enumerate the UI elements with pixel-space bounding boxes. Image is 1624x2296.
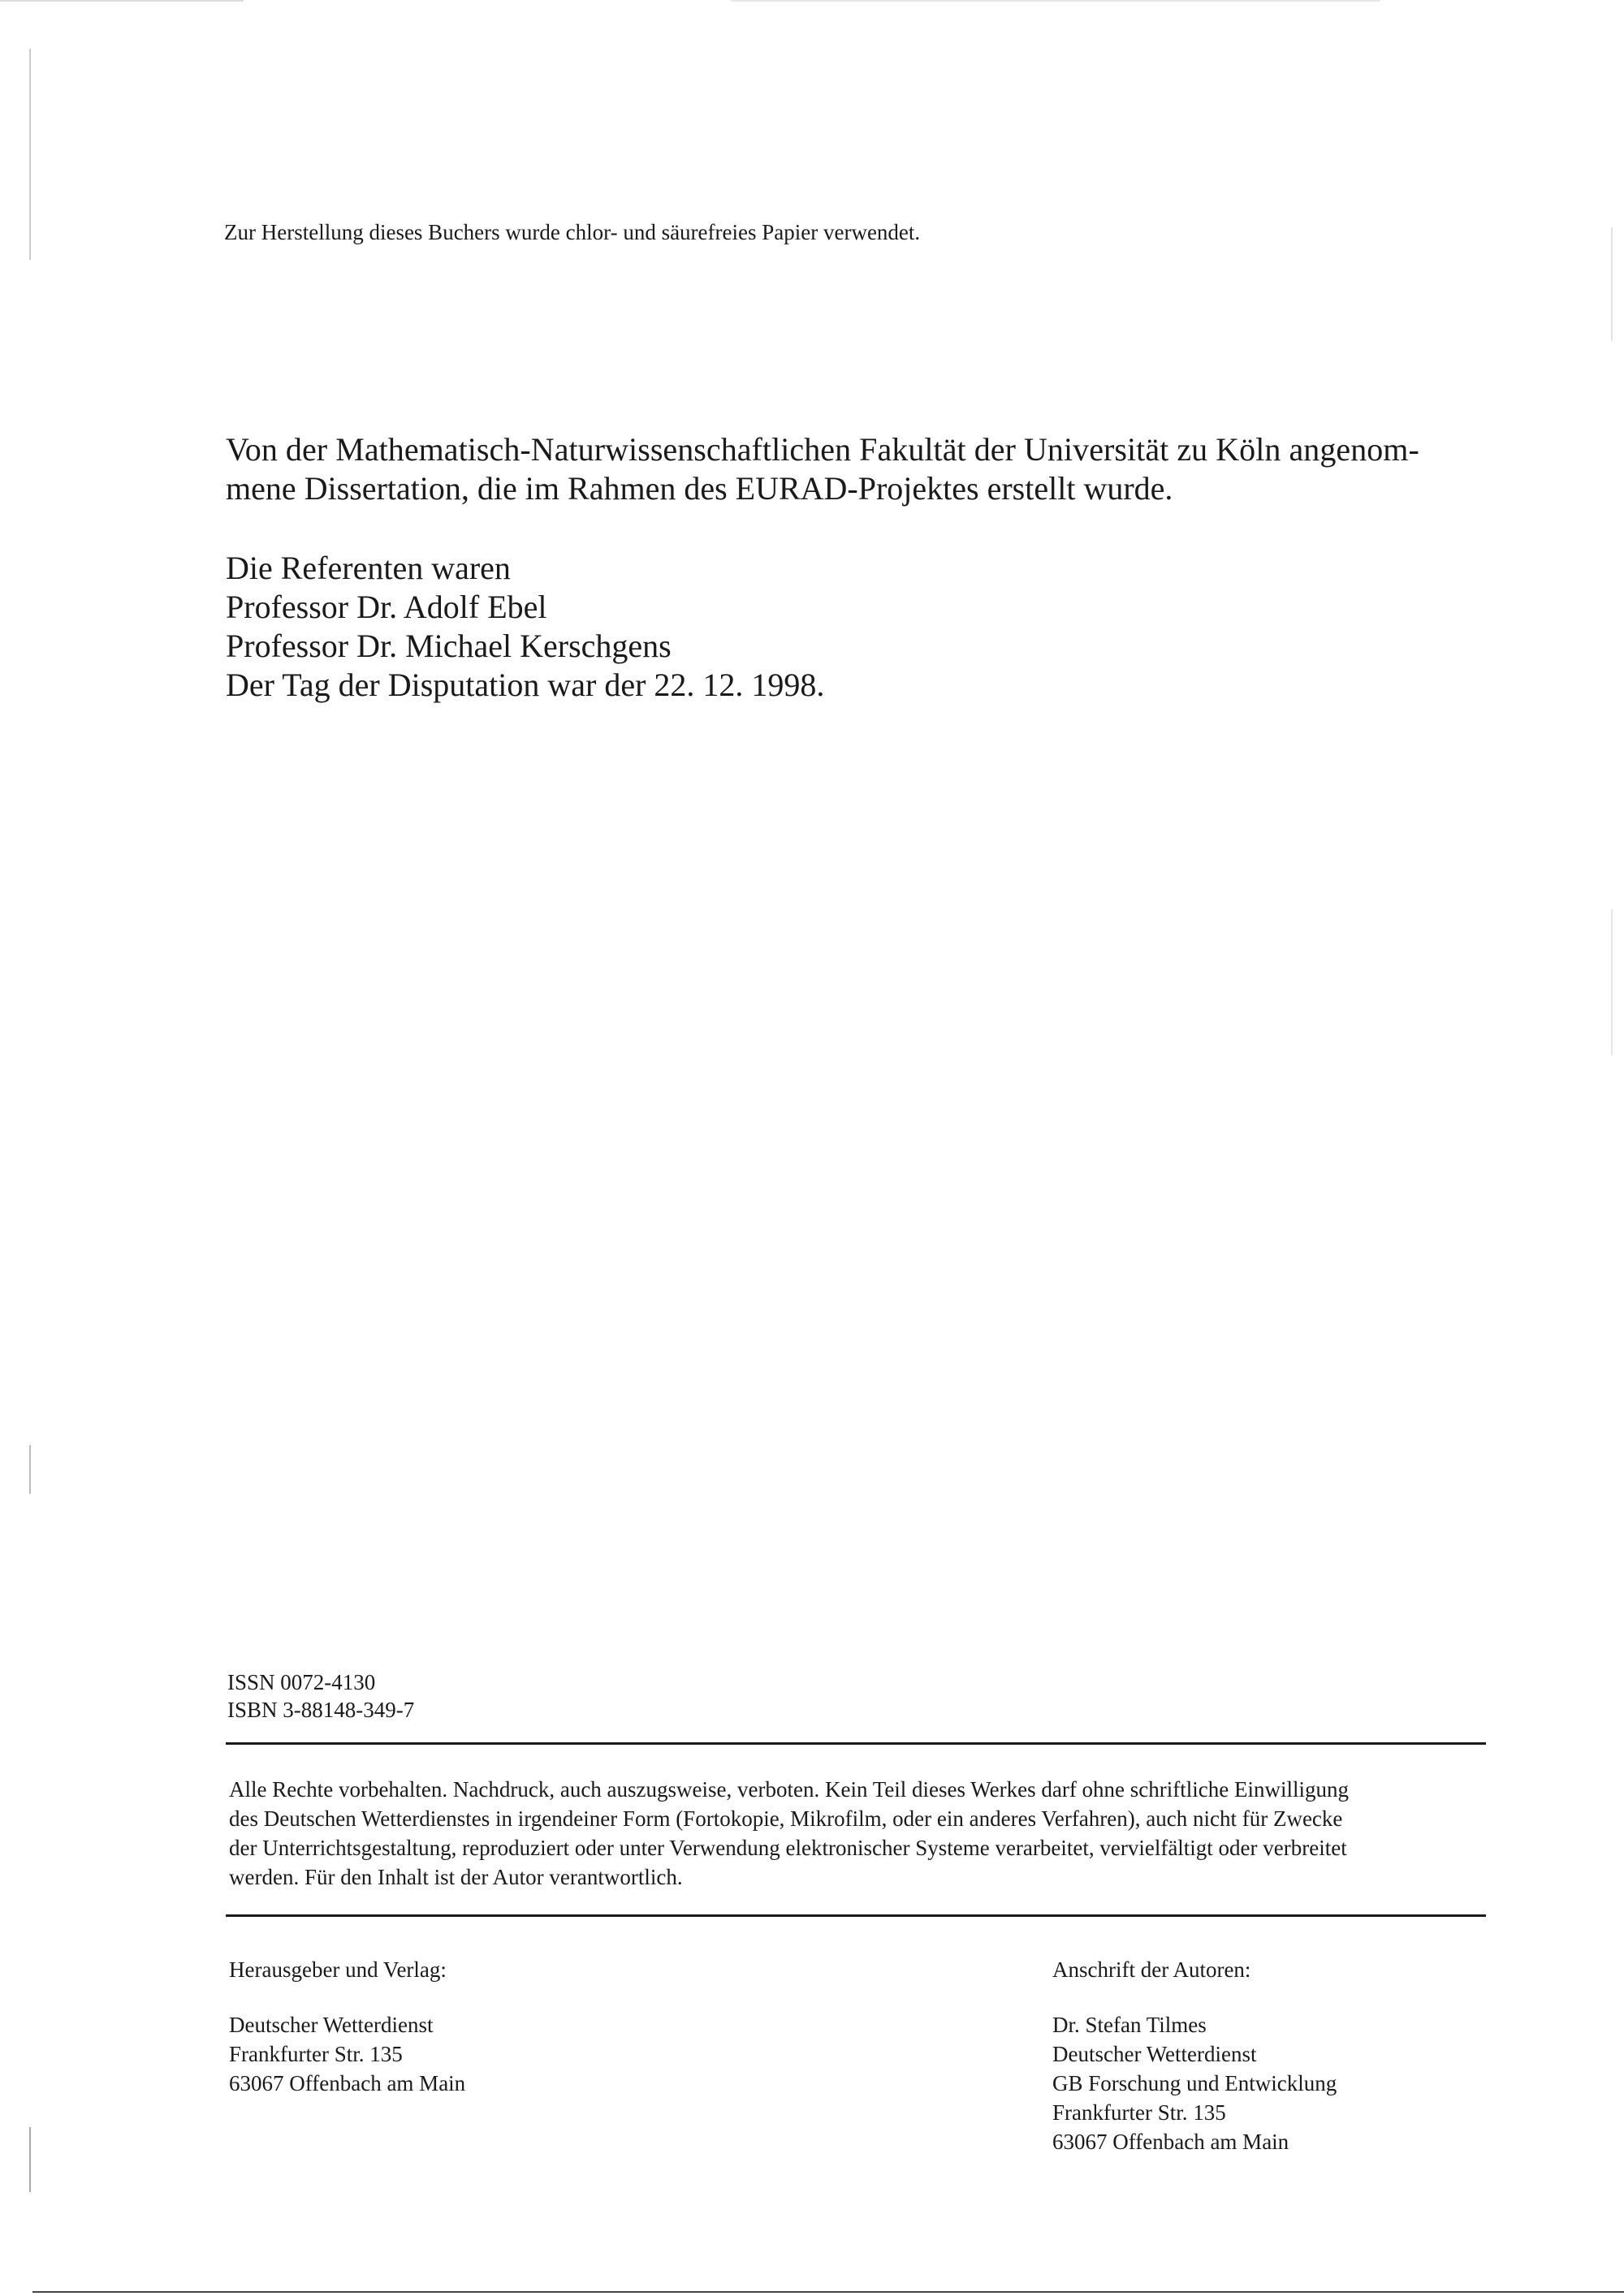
top-rule <box>226 1742 1486 1745</box>
scan-edge-top <box>0 0 1624 2</box>
author-line-5: 63067 Offenbach am Main <box>1052 2130 1289 2154</box>
isbn: ISBN 3-88148-349-7 <box>227 1698 415 1722</box>
author-line-3: GB Forschung und Entwicklung <box>1052 2071 1337 2095</box>
rights-line-1: Alle Rechte vorbehalten. Nachdruck, auch auszugsweise, verboten. Kein Teil dieses Werkes darf ohne schriftliche Einwilligung <box>229 1777 1349 1802</box>
issn: ISSN 0072-4130 <box>227 1670 376 1694</box>
author-line-1: Dr. Stefan Tilmes <box>1052 2013 1207 2037</box>
bottom-rule <box>226 1914 1486 1917</box>
scan-edge-bottom <box>32 2291 1624 2293</box>
publisher-line-3: 63067 Offenbach am Main <box>229 2071 466 2095</box>
paper-note: Zur Herstellung dieses Buchers wurde chlor- und säurefreies Papier verwendet. <box>224 220 921 244</box>
rights-line-3: der Unterrichtsgestaltung, reproduziert oder unter Verwendung elektronischer Systeme verarbeitet, vervielfältigt oder verbreitet <box>229 1836 1347 1860</box>
scan-edge-right <box>1611 0 1613 2296</box>
publisher-heading: Herausgeber und Verlag: <box>229 1957 447 1982</box>
rights-line-4: werden. Für den Inhalt ist der Autor verantwortlich. <box>229 1865 683 1889</box>
author-line-2: Deutscher Wetterdienst <box>1052 2042 1257 2066</box>
dissertation-line-2: mene Dissertation, die im Rahmen des EURAD-Projektes erstellt wurde. <box>226 470 1173 507</box>
author-address-heading: Anschrift der Autoren: <box>1052 1957 1251 1982</box>
referee-2: Professor Dr. Michael Kerschgens <box>226 628 672 664</box>
rights-line-2: des Deutschen Wetterdienstes in irgendeiner Form (Fortokopie, Mikrofilm, oder ein anderes Verfahren), auch nicht für Zwecke <box>229 1806 1343 1831</box>
scan-edge-left <box>29 0 31 2296</box>
publisher-line-2: Frankfurter Str. 135 <box>229 2042 403 2066</box>
disputation-date: Der Tag der Disputation war der 22. 12. 1998. <box>226 667 825 703</box>
referee-1: Professor Dr. Adolf Ebel <box>226 589 547 625</box>
author-line-4: Frankfurter Str. 135 <box>1052 2100 1226 2125</box>
publisher-line-1: Deutscher Wetterdienst <box>229 2013 434 2037</box>
referees-heading: Die Referenten waren <box>226 550 511 586</box>
dissertation-line-1: Von der Mathematisch-Naturwissenschaftlichen Fakultät der Universität zu Köln angenom- <box>226 431 1419 468</box>
